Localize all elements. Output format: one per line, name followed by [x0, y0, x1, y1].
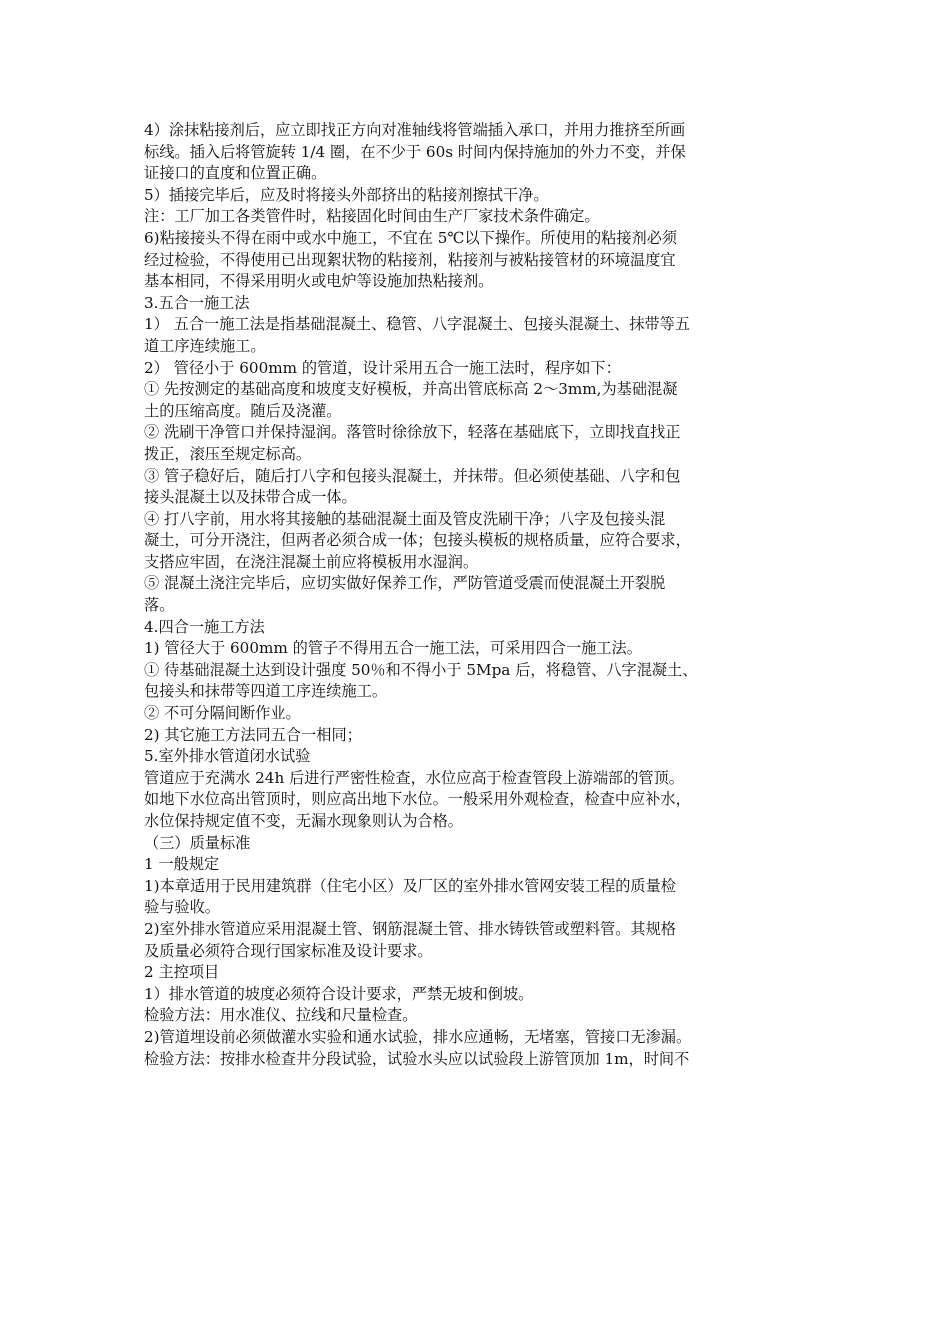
text-line: 2） 管径小于 600mm 的管道，设计采用五合一施工法时，程序如下： [144, 358, 621, 377]
text-line: 土的压缩高度。随后及浇灌。 [144, 401, 342, 420]
text-line: 验与验收。 [144, 898, 220, 917]
text-line: 接头混凝土以及抹带合成一体。 [144, 488, 357, 507]
text-line: 注：工厂加工各类管件时，粘接固化时间由生产厂家技术条件确定。 [144, 207, 600, 226]
text-line: 检验方法：按排水检查井分段试验，试验水头应以试验段上游管顶加 1m，时间不 [144, 1049, 690, 1068]
text-line: 包接头和抹带等四道工序连续施工。 [144, 682, 387, 701]
text-line: 证接口的直度和位置正确。 [144, 164, 327, 183]
section-heading: 1 一般规定 [144, 855, 220, 874]
section-heading: （三）质量标准 [144, 833, 251, 852]
section-heading: 4.四合一施工方法 [144, 617, 265, 636]
text-line: 6)粘接接头不得在雨中或水中施工，不宜在 5℃以下操作。所使用的粘接剂必须 [144, 228, 678, 247]
section-heading: 5.室外排水管道闭水试验 [144, 747, 311, 766]
text-line: 检验方法：用水准仪、拉线和尺量检查。 [144, 1006, 418, 1025]
text-line: 5）插接完毕后，应及时将接头外部挤出的粘接剂擦拭干净。 [144, 185, 549, 204]
text-line: 拨正，滚压至规定标高。 [144, 444, 312, 463]
text-line: 1)本章适用于民用建筑群（住宅小区）及厂区的室外排水管网安装工程的质量检 [144, 876, 676, 895]
text-line: 4）涂抹粘接剂后，应立即找正方向对准轴线将管端插入承口，并用力推挤至所画 [144, 121, 686, 139]
section-heading: 3.五合一施工法 [144, 293, 250, 312]
document-body [144, 120, 812, 1070]
text-line: ② 不可分隔间断作业。 [144, 704, 301, 723]
text-line: 水位保持规定值不变，无漏水现象则认为合格。 [144, 812, 463, 830]
text-line: 1） 五合一施工法是指基础混凝土、稳管、八字混凝土、包接头混凝土、抹带等五 [144, 315, 691, 334]
text-line: 凝土，可分开浇注，但两者必须合成一体；包接头模板的规格质量，应符合要求， [144, 531, 691, 550]
text-line: 基本相同，不得采用明火或电炉等设施加热粘接剂。 [144, 272, 494, 291]
text-line: 1）排水管道的坡度必须符合设计要求，严禁无坡和倒坡。 [144, 984, 534, 1003]
section-heading: 2 主控项目 [144, 963, 220, 982]
text-line: 及质量必须符合现行国家标准及设计要求。 [144, 941, 433, 960]
text-line: 1) 管径大于 600mm 的管子不得用五合一施工法，可采用四合一施工法。 [144, 639, 642, 658]
text-line: ③ 管子稳好后，随后打八字和包接头混凝土，并抹带。但必须使基础、八字和包 [144, 466, 681, 485]
text-line: ① 先按测定的基础高度和坡度支好模板，并高出管底标高 2～3mm,为基础混凝 [144, 380, 678, 399]
text-line: 2)室外排水管道应采用混凝土管、钢筋混凝土管、排水铸铁管或塑料管。其规格 [144, 919, 676, 938]
text-line: ② 洗刷干净管口并保持湿润。落管时徐徐放下，轻落在基础底下，立即找直找正 [144, 423, 681, 442]
text-line: 2) 其它施工方法同五合一相同； [144, 725, 362, 744]
text-line: 如地下水位高出管顶时，则应高出地下水位。一般采用外观检查，检查中应补水， [144, 790, 691, 809]
text-line: 道工序连续施工。 [144, 336, 266, 355]
text-line: 落。 [144, 596, 175, 615]
text-line: 支搭应牢固，在浇注混凝土前应将模板用水湿润。 [144, 552, 479, 571]
text-line: 标线。插入后将管旋转 1/4 圈，在不少于 60s 时间内保持施加的外力不变，并保 [144, 142, 686, 161]
text-line: 2)管道埋设前必须做灌水实验和通水试验，排水应通畅，无堵塞，管接口无渗漏。 [144, 1027, 692, 1046]
text-line: 管道应于充满水 24h 后进行严密性检查，水位应高于检查管段上游端部的管顶。 [144, 768, 684, 787]
text-line: ① 待基础混凝土达到设计强度 50％和不得小于 5Mpa 后，将稳管、八字混凝土、 [144, 660, 698, 679]
text-line: ⑤ 混凝土浇注完毕后，应切实做好保养工作，严防管道受震而使混凝土开裂脱 [144, 574, 666, 593]
text-line: 经过检验，不得使用已出现絮状物的粘接剂，粘接剂与被粘接管材的环境温度宜 [144, 250, 676, 269]
text-line: ④ 打八字前，用水将其接触的基础混凝土面及管皮洗刷干净；八字及包接头混 [144, 509, 666, 528]
